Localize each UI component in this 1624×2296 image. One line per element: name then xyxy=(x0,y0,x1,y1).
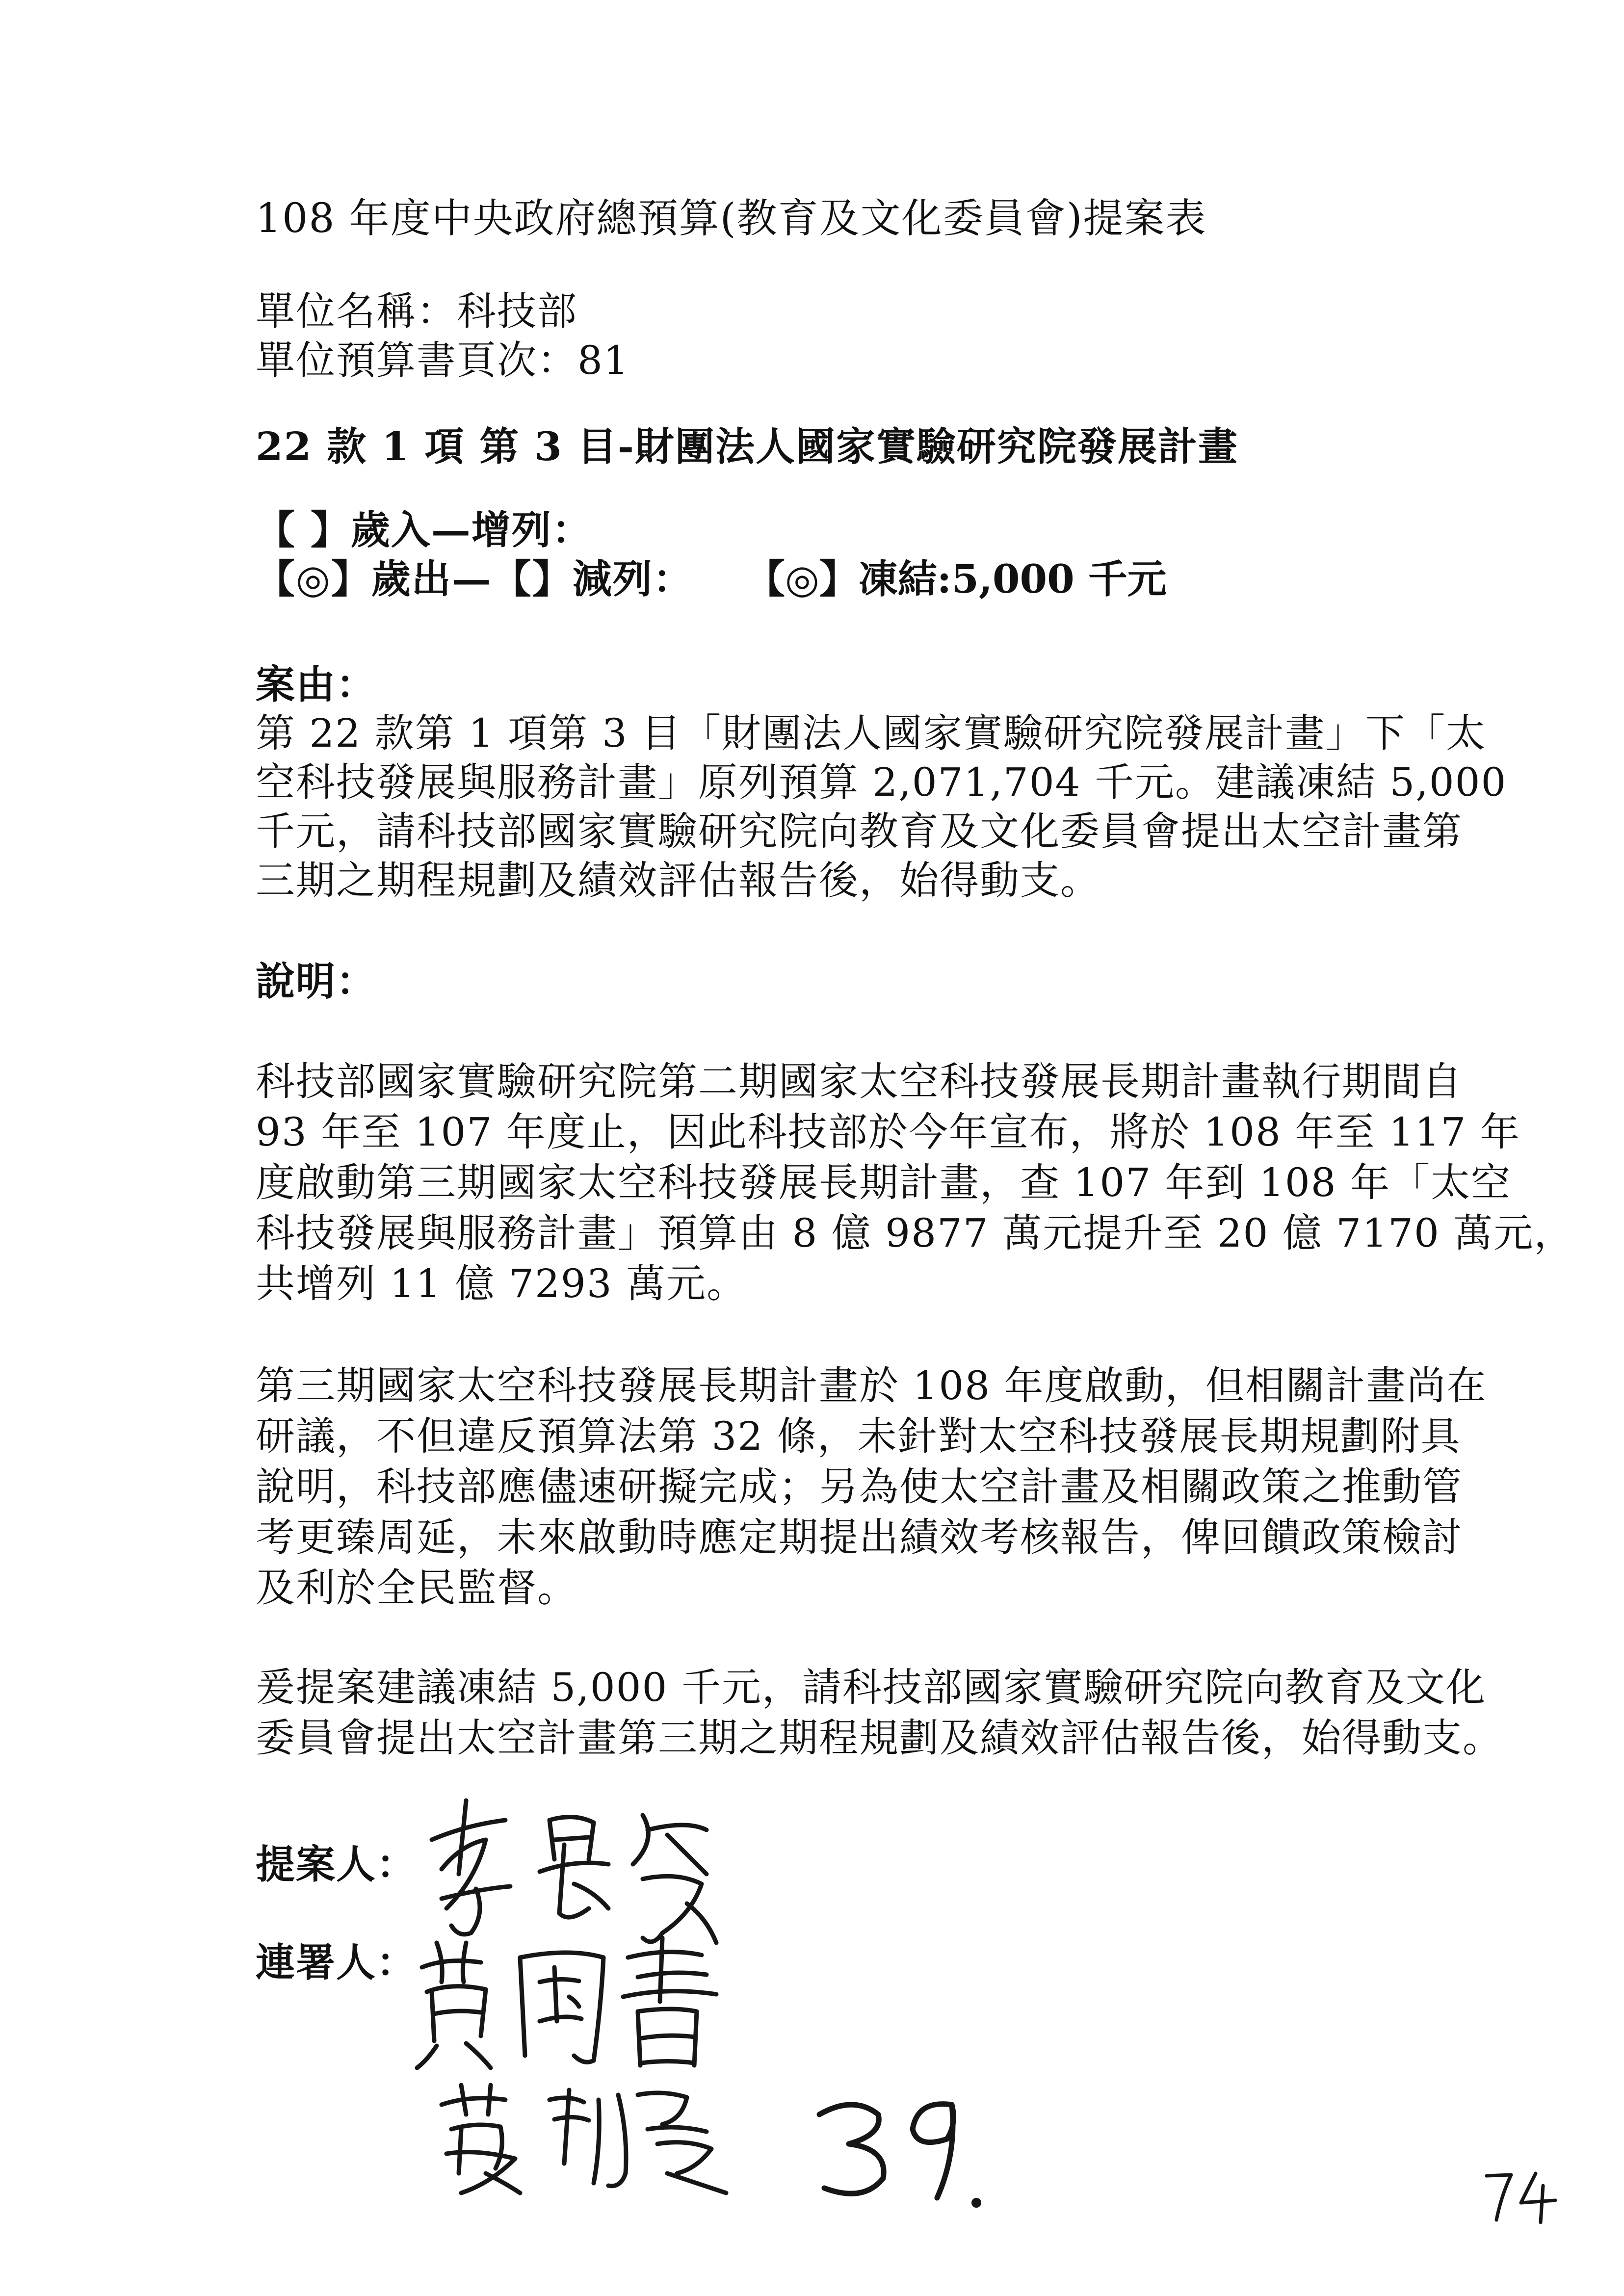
explanation-paragraph-line: 爰提案建議凍結 5,000 千元，請科技部國家實驗研究院向教育及文化 xyxy=(256,1665,1486,1710)
explanation-paragraph-line: 第三期國家太空科技發展長期計畫於 108 年度啟動，但相關計畫尚在 xyxy=(256,1363,1487,1409)
cosigner-label: 連署人： xyxy=(256,1939,417,1985)
revenue-checkbox-line: 【 】歲入—增列： xyxy=(256,507,592,553)
page-title: 108 年度中央政府總預算(教育及文化委員會)提案表 xyxy=(256,195,1207,242)
proposer-label: 提案人： xyxy=(256,1841,417,1887)
reason-line: 空科技發展與服務計畫」原列預算 2,071,704 千元。建議凍結 5,000 xyxy=(256,759,1507,805)
page-number-mark xyxy=(1482,2166,1560,2225)
reason-line: 第 22 款第 1 項第 3 目「財團法人國家實驗研究院發展計畫」下「太 xyxy=(256,710,1487,756)
explanation-paragraph-line: 度啟動第三期國家太空科技發展長期計畫，查 107 年到 108 年「太空 xyxy=(256,1160,1512,1205)
explanation-label: 說明： xyxy=(256,958,376,1004)
explanation-paragraph-line: 說明，科技部應儘速研擬完成；另為使太空計畫及相關政策之推動管 xyxy=(256,1464,1463,1510)
reason-line: 千元，請科技部國家實驗研究院向教育及文化委員會提出太空計畫第 xyxy=(256,809,1463,854)
explanation-paragraph-line: 科技發展與服務計畫」預算由 8 億 9877 萬元提升至 20 億 7170 萬元， xyxy=(256,1210,1574,1256)
reason-line: 三期之期程規劃及績效評估報告後，始得動支。 xyxy=(256,858,1100,903)
cosigner-2-signature xyxy=(432,2075,736,2203)
budget-item-heading: 22 款 1 項 第 3 目-財團法人國家實驗研究院發展計畫 xyxy=(256,423,1238,470)
proposal-number-mark xyxy=(805,2085,991,2213)
explanation-paragraph-line: 委員會提出太空計畫第三期之期程規劃及績效評估報告後，始得動支。 xyxy=(256,1715,1503,1761)
unit-name: 單位名稱：科技部 xyxy=(256,288,577,334)
reason-label: 案由： xyxy=(256,661,376,707)
explanation-paragraph-line: 研議，不但違反預算法第 32 條，未針對太空科技發展長期規劃附具 xyxy=(256,1413,1461,1459)
freeze-amount: 【◎】凍結:5,000 千元 xyxy=(746,556,1167,602)
explanation-paragraph-line: 93 年至 107 年度止，因此科技部於今年宣布，將於 108 年至 117 年 xyxy=(256,1109,1520,1155)
explanation-paragraph-line: 共增列 11 億 7293 萬元。 xyxy=(256,1261,747,1306)
cosigner-1-signature xyxy=(407,1928,741,2075)
explanation-paragraph-line: 及利於全民監督。 xyxy=(256,1565,577,1611)
budget-page-ref: 單位預算書頁次：81 xyxy=(256,338,629,383)
explanation-paragraph-line: 考更臻周延，未來啟動時應定期提出績效考核報告，俾回饋政策檢討 xyxy=(256,1514,1463,1560)
explanation-paragraph-line: 科技部國家實驗研究院第二期國家太空科技發展長期計畫執行期間自 xyxy=(256,1059,1463,1104)
expenditure-checkbox-line: 【◎】歲出—【】減列： xyxy=(256,556,693,602)
